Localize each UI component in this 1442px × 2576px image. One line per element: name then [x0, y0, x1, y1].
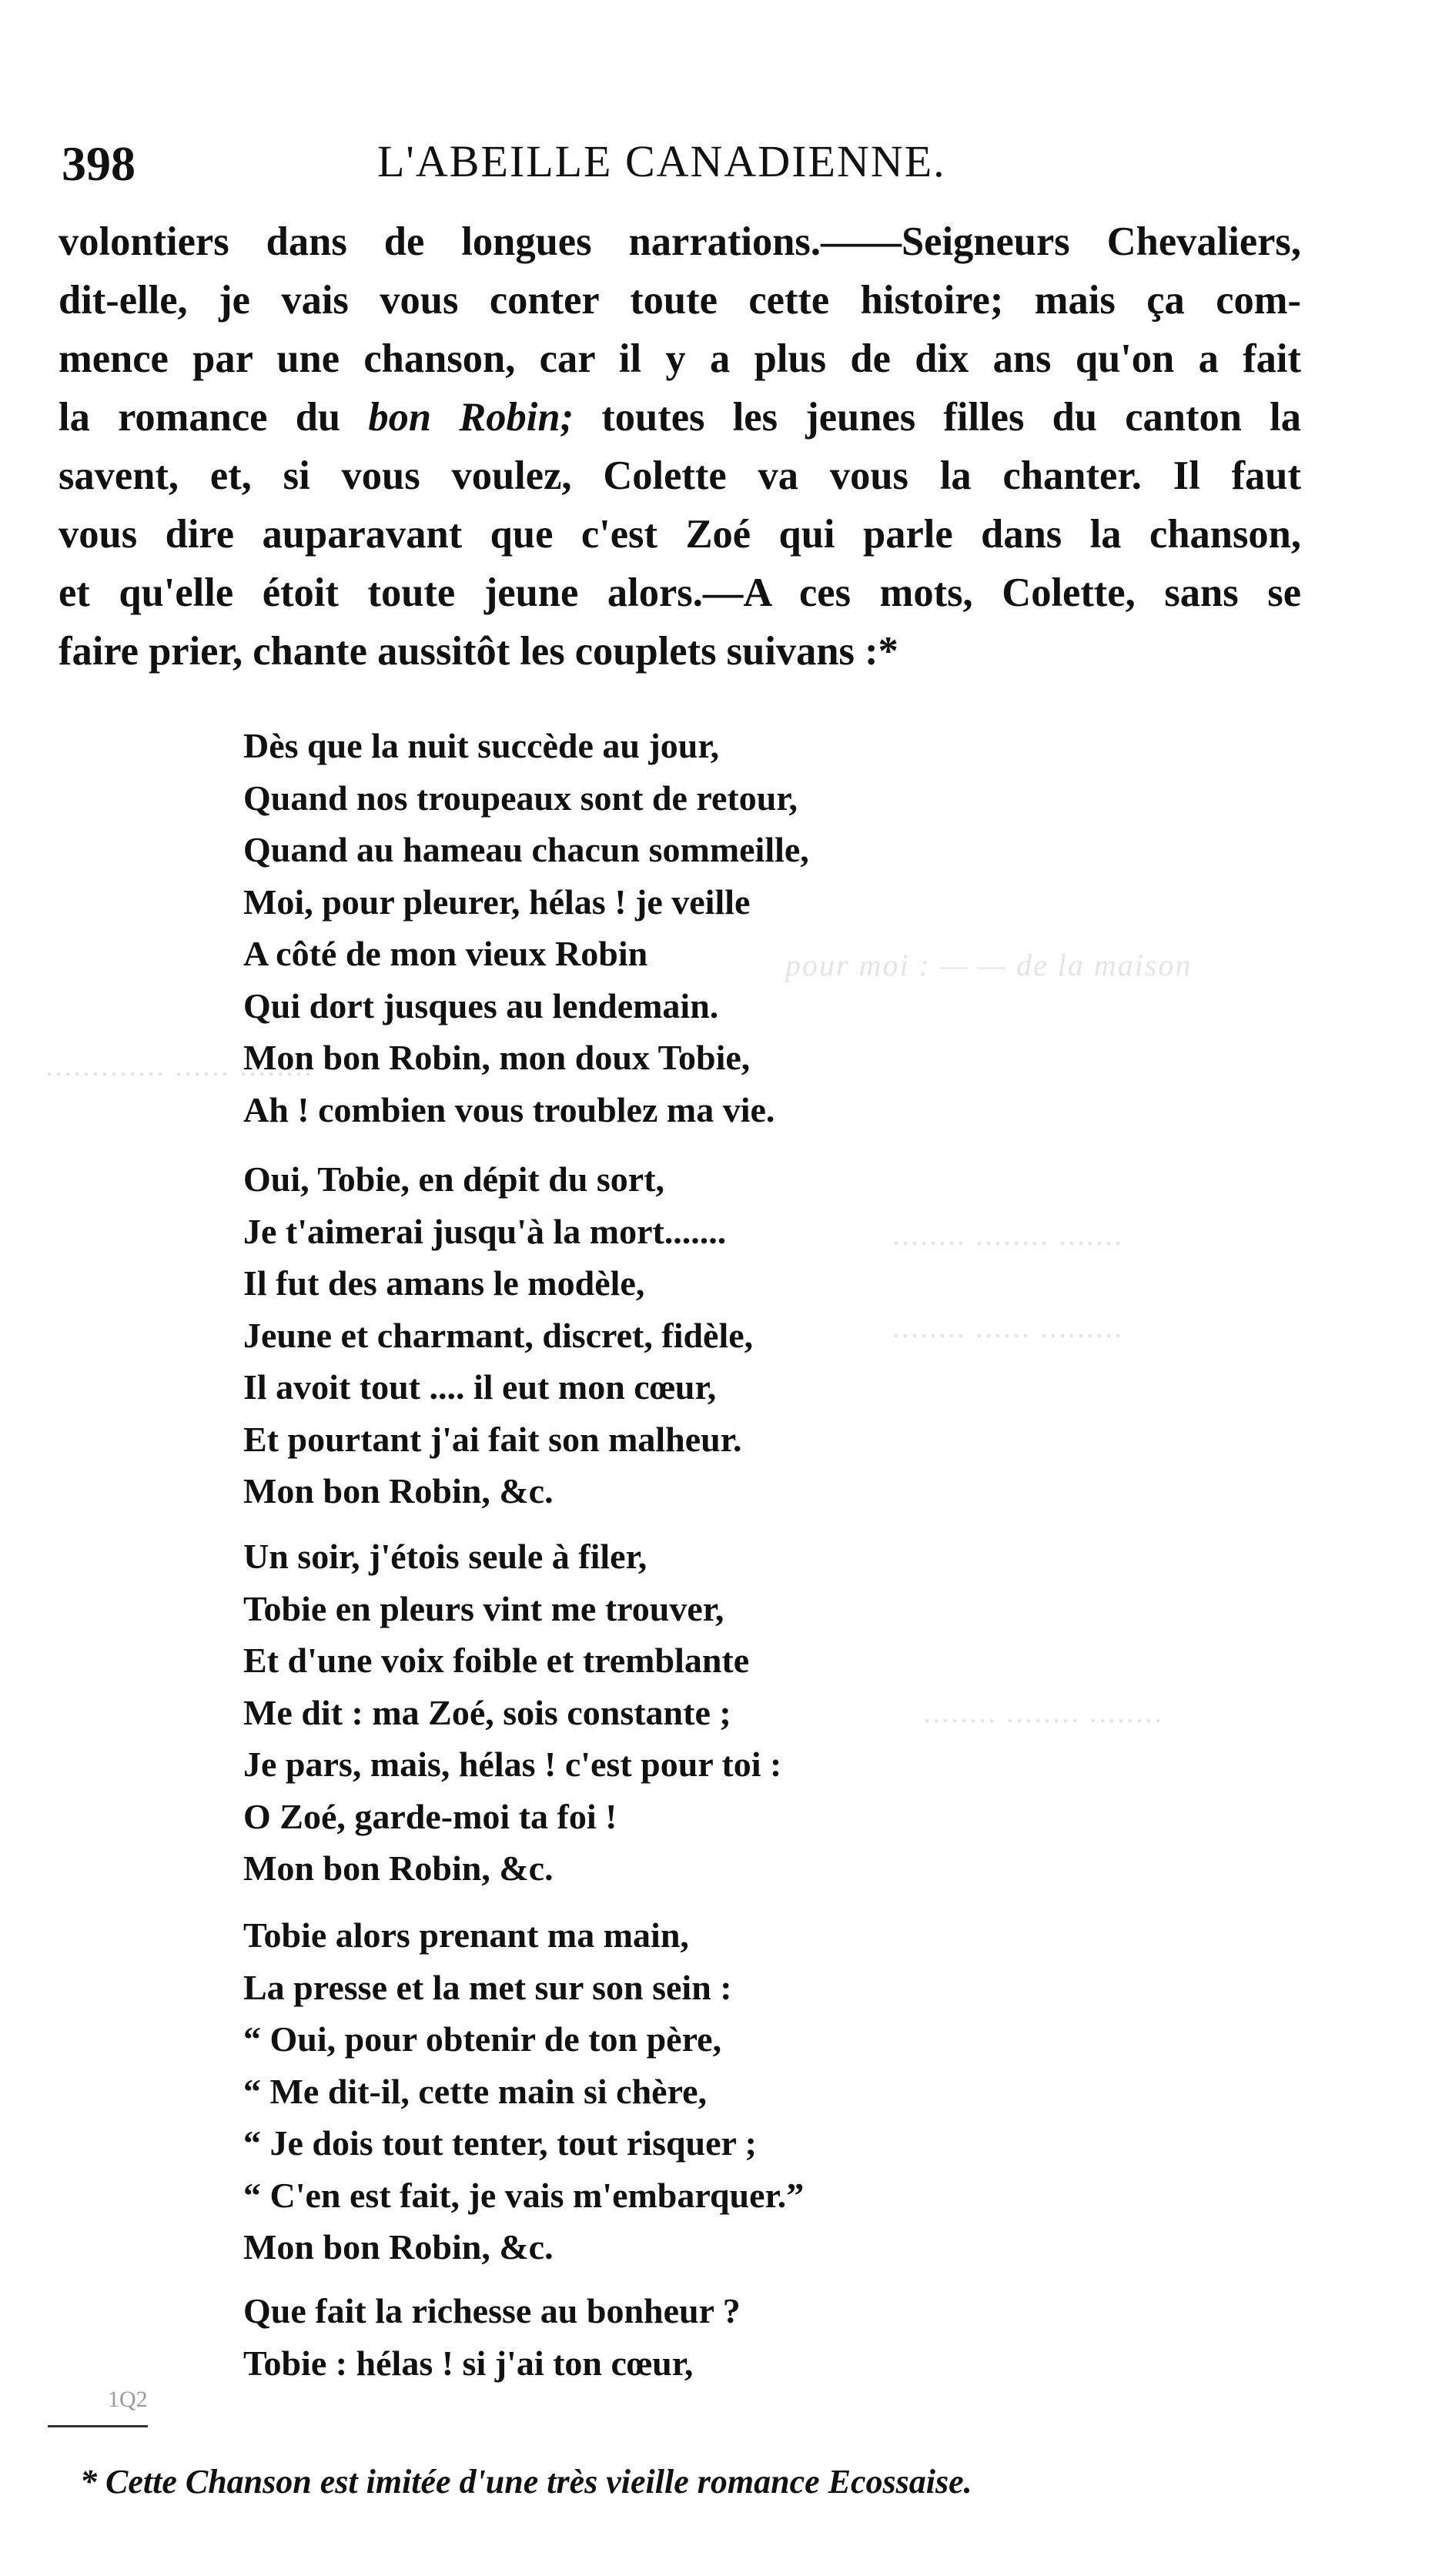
- prose-line: volontiers dans de longues narrations.——Seigneurs Chevaliers,: [59, 219, 1301, 264]
- prose-line: savent, et, si vous voulez, Colette va vous la chanter. Il faut: [59, 453, 1301, 498]
- verse-line: Il fut des amans le modèle,: [243, 1263, 645, 1303]
- verse-line: O Zoé, garde-moi ta foi !: [243, 1796, 617, 1836]
- bleed-through-text: ........ ........ ........: [924, 1694, 1164, 1729]
- running-title: L'ABEILLE CANADIENNE.: [377, 136, 946, 186]
- song-stanza: [243, 1909, 1167, 2273]
- footnote: * Cette Chanson est imitée d'une très vieille romance Ecossaise.: [80, 2463, 972, 2501]
- song-stanza: [243, 720, 1167, 1136]
- prose-line-mixed: [59, 388, 1301, 447]
- prose-segment: toutes les jeunes filles du canton la: [574, 395, 1302, 440]
- verse-line: Que fait la richesse au bonheur ?: [243, 2291, 741, 2330]
- song-stanza: [243, 1153, 1167, 1517]
- verse-line: Tobie en pleurs vint me trouver,: [243, 1588, 724, 1628]
- verse-line: Dès que la nuit succède au jour,: [243, 726, 720, 765]
- page-number: 398: [62, 136, 136, 191]
- song-stanza: [243, 1531, 1167, 1895]
- prose-line: faire prier, chante aussitôt les couplets suivans :*: [59, 629, 898, 674]
- verse-line: Ah ! combien vous troublez ma vie.: [243, 1089, 775, 1129]
- prose-line: mence par une chanson, car il y a plus de dix ans qu'on a fait: [59, 336, 1301, 381]
- verse-line: Mon bon Robin, &c.: [243, 2227, 554, 2267]
- verse-line: Me dit : ma Zoé, sois constante ;: [243, 1692, 731, 1732]
- verse-line: Mon bon Robin, &c.: [243, 1471, 554, 1510]
- prose-line: vous dire auparavant que c'est Zoé qui parle dans la chanson,: [59, 512, 1301, 557]
- bleed-through-text: ............. ...... ........: [46, 1048, 314, 1082]
- verse-line: Il avoit tout .... il eut mon cœur,: [243, 1367, 717, 1407]
- verse-line: La presse et la met sur son sein :: [243, 1967, 732, 2007]
- verse-line: Oui, Tobie, en dépit du sort,: [243, 1159, 665, 1199]
- verse-line: Qui dort jusques au lendemain.: [243, 985, 719, 1025]
- bleed-through-text: ........ ........ .......: [893, 1217, 1124, 1252]
- verse-line: Quand au hameau chacun sommeille,: [243, 830, 809, 869]
- bleed-through-text: pour moi : — — de la maison: [785, 948, 1193, 982]
- verse-line: Et pourtant j'ai fait son malheur.: [243, 1419, 742, 1459]
- verse-line: “ Oui, pour obtenir de ton père,: [243, 2019, 722, 2059]
- verse-line: Mon bon Robin, &c.: [243, 1848, 554, 1888]
- verse-line: Quand nos troupeaux sont de retour,: [243, 778, 798, 818]
- verse-line: “ Je dois tout tenter, tout risquer ;: [243, 2123, 757, 2163]
- verse-line: Je t'aimerai jusqu'à la mort.......: [243, 1211, 727, 1251]
- verse-line: Je pars, mais, hélas ! c'est pour toi :: [243, 1745, 782, 1784]
- verse-line: Un soir, j'étois seule à filer,: [243, 1537, 647, 1576]
- verse-line: Tobie : hélas ! si j'ai ton cœur,: [243, 2343, 694, 2383]
- verse-line: Mon bon Robin, mon doux Tobie,: [243, 1038, 751, 1077]
- prose-line: et qu'elle étoit toute jeune alors.—A ces mots, Colette, sans se: [59, 570, 1301, 615]
- signature-mark: 1Q2: [108, 2387, 148, 2412]
- prose-paragraph: [59, 212, 1301, 681]
- verse-line: Moi, pour pleurer, hélas ! je veille: [243, 882, 751, 922]
- verse-line: A côté de mon vieux Robin: [243, 934, 648, 973]
- footnote-rule: [48, 2425, 148, 2427]
- verse-line: Jeune et charmant, discret, fidèle,: [243, 1315, 754, 1355]
- verse-line: Tobie alors prenant ma main,: [243, 1915, 689, 1955]
- prose-line: dit-elle, je vais vous conter toute cette histoire; mais ça com-: [59, 278, 1301, 323]
- verse-line: Et d'une voix foible et tremblante: [243, 1641, 750, 1680]
- song-stanza: [243, 2285, 1167, 2389]
- verse-line: “ Me dit-il, cette main si chère,: [243, 2071, 708, 2111]
- prose-segment: la romance du: [59, 395, 369, 440]
- song-title-italic: bon Robin;: [368, 395, 574, 440]
- verse-line: “ C'en est fait, je vais m'embarquer.”: [243, 2175, 805, 2215]
- bleed-through-text: ........ ...... .........: [893, 1310, 1124, 1344]
